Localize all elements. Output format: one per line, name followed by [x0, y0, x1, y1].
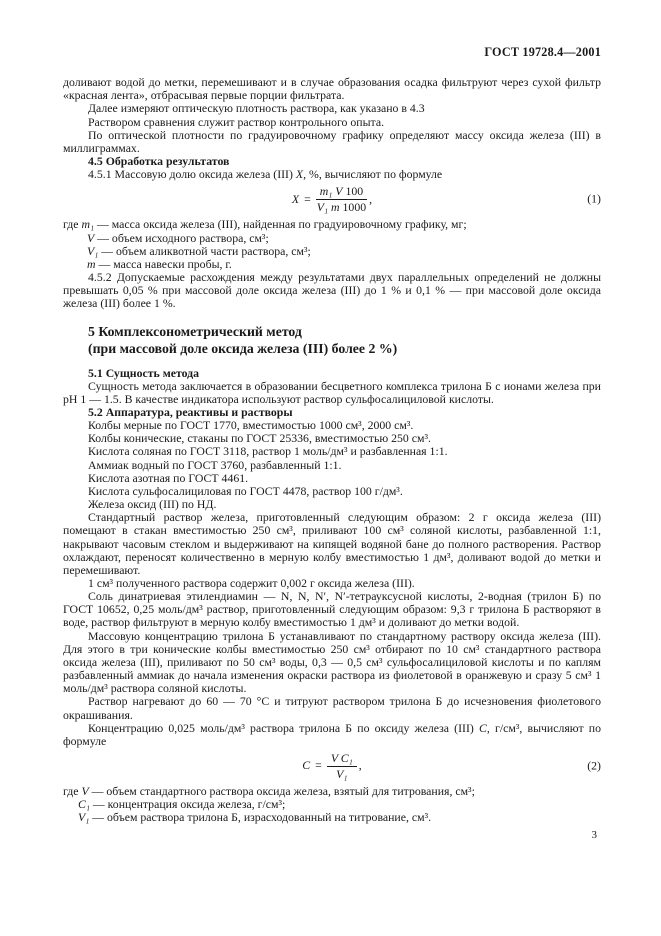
- doc-number: ГОСТ 19728.4—2001: [484, 45, 601, 59]
- equals-sign: =: [304, 191, 311, 206]
- list-item-hcl: Кислота соляная по ГОСТ 3118, раствор 1 моль/дм³ и разбавленная 1:1.: [88, 444, 448, 459]
- para-4-5-1-post: , %, вычисляют по формуле: [303, 167, 443, 182]
- heading-5-line2: (при массовой доле оксида железа (III) более 2 %): [88, 341, 398, 356]
- formula-1-fraction: [316, 185, 367, 213]
- variable-v: V: [81, 784, 89, 799]
- heading-4-5: 4.5 Обработка результатов: [88, 154, 230, 169]
- variable-v1: V₁: [78, 810, 90, 825]
- variable-m1: m₁: [81, 217, 95, 232]
- formula-1-lhs: X: [291, 191, 300, 206]
- para-1cm3: 1 см³ полученного раствора содержит 0,002 г оксида железа (III).: [88, 576, 415, 590]
- list-item-nitric: Кислота азотная по ГОСТ 4461.: [88, 470, 249, 485]
- formula-1-number: (1): [587, 191, 601, 206]
- definition-line: C₁ — концентрация оксида железа, г/см³;: [78, 797, 286, 812]
- list-item-sulfosalicylic: Кислота сульфосалициловая по ГОСТ 4478, раствор 100 г/дм³.: [88, 483, 403, 498]
- variable-v1: V₁: [87, 243, 99, 258]
- formula-1-comma: ,: [369, 191, 373, 206]
- page-number: 3: [591, 829, 597, 841]
- para-5-1: Сущность метода заключается в образовании бесцветного комплекса трилона Б с ионами железа при рН 1 — 1.5. В качестве индикатора используют раствор сульфосалициловой кислоты.: [63, 378, 601, 406]
- definition-line: m — масса навески пробы, г.: [87, 256, 232, 271]
- list-item-iron-oxide: Железа оксид (III) по НД.: [88, 497, 217, 512]
- para-trilon-salt: Соль динатриевая этилендиамин — N, N, N′, N′-тетрауксусной кислоты, 2-водная (трилон Б) по ГОСТ 10652, 0,25 моль/дм³ раствор, приготовленный следующим образом: 9,3 г трилона Б растворяют в воде, раствор фильтруют в мерную колбу вместимостью 1 дм³ и доливают до метки водой.: [63, 589, 601, 630]
- para-mass-concentration: Массовую концентрацию трилона Б устанавливают по стандартному раствору оксида железа (III). Для этого в три конические колбы вместимостью 250 см³ отбирают по 10 см³ стандартного раствора оксида железа (III), приливают по 50 см³ воды, 0,3 — 0,5 см³ сульфосалициловой кислоты и по каплям разбавленный аммиак до начала изменения окраски раствора из фиолетовой в оранжевую и сразу 5 см³ 1 моль/дм³ раствора соляной кислоты.: [63, 628, 601, 696]
- heading-5-2: 5.2 Аппаратура, реактивы и растворы: [88, 404, 293, 419]
- formula-2: [63, 751, 601, 781]
- formula-1-numerator: m₁ V 100: [316, 185, 367, 200]
- para-reference-solution: Раствором сравнения служит раствор контрольного опыта.: [88, 114, 385, 129]
- variable-v: V: [87, 230, 95, 245]
- definition-line: V₁ — объем раствора трилона Б, израсходованный на титрование, см³.: [78, 810, 432, 825]
- variable-x: X: [295, 167, 304, 182]
- heading-5: [88, 323, 601, 358]
- para-graph-mass: По оптической плотности по градуировочному графику определяют массу оксида железа (III) в миллиграммах.: [63, 127, 601, 155]
- formula-2-numerator: V C₁: [327, 752, 357, 767]
- heading-5-1: 5.1 Сущность метода: [88, 365, 200, 380]
- variable-c1: C₁: [78, 797, 90, 812]
- para-concentration-c: Концентрацию 0,025 моль/дм³ раствора трилона Б по оксиду железа (III) C, г/см³, вычисляют по формуле: [63, 720, 601, 748]
- para-4-5-1-pre: 4.5.1 Массовую долю оксида железа (III): [88, 167, 296, 182]
- formula-1-denominator: V₁ m 1000: [316, 199, 367, 214]
- definition-line: V — объем исходного раствора, см³;: [87, 230, 269, 245]
- definition-line: V₁ — объем аликвотной части раствора, см³;: [87, 243, 311, 258]
- para-4-5-1: [63, 168, 601, 181]
- formula-2-lhs: C: [302, 758, 311, 773]
- equals-sign: =: [315, 758, 322, 773]
- list-item-flasks: Колбы мерные по ГОСТ 1770, вместимостью 1000 см³, 2000 см³.: [88, 418, 414, 433]
- list-item-conical: Колбы конические, стаканы по ГОСТ 25336, вместимостью 250 см³.: [88, 431, 431, 446]
- formula-2-fraction: [327, 752, 357, 780]
- para-4-5-2: 4.5.2 Допускаемые расхождения между результатами двух параллельных определений не должны превышать 0,05 % при массовой доле оксида железа (III) до 1 % и 0,1 % — при массовой доле оксида железа (III) более 1 %.: [63, 270, 601, 311]
- definition-line: где V — объем стандартного раствора оксида железа, взятый для титрования, см³;: [63, 784, 475, 799]
- para-standard-solution: Стандартный раствор железа, приготовленный следующим образом: 2 г оксида железа (III) помещают в стакан вместимостью 250 см³, приливают 100 см³ соляной кислоты, разбавленной 1:1, накрывают часовым стеклом и выдерживают на кипящей водяной бане до полного растворения. Раствор охлаждают, переносят количественно в мерную колбу вместимостью 1 дм³, доливают водой до метки и перемешивают.: [63, 510, 601, 577]
- para-measure-density: Далее измеряют оптическую плотность раствора, как указано в 4.3: [88, 101, 425, 116]
- formula-2-comma: ,: [358, 758, 362, 773]
- formula-2-number: (2): [587, 758, 601, 773]
- heading-5-line1: 5 Комплексонометрический метод: [88, 323, 302, 339]
- variable-c: C: [479, 720, 487, 735]
- list-item-ammonia: Аммиак водный по ГОСТ 3760, разбавленный 1:1.: [88, 457, 342, 472]
- definition-line: где m₁ — масса оксида железа (III), найденная по градуировочному графику, мг;: [63, 217, 467, 232]
- formula-1: [63, 184, 601, 214]
- formula-2-denominator: V₁: [336, 766, 348, 781]
- variable-m: m: [87, 256, 96, 271]
- para-heating: Раствор нагревают до 60 — 70 °С и титруют раствором трилона Б до исчезновения фиолетового окрашивания.: [63, 694, 601, 722]
- para-continuation: доливают водой до метки, перемешивают и в случае образования осадка фильтруют через сухой фильтр «красная лента», отбрасывая первые порции фильтрата.: [63, 75, 601, 103]
